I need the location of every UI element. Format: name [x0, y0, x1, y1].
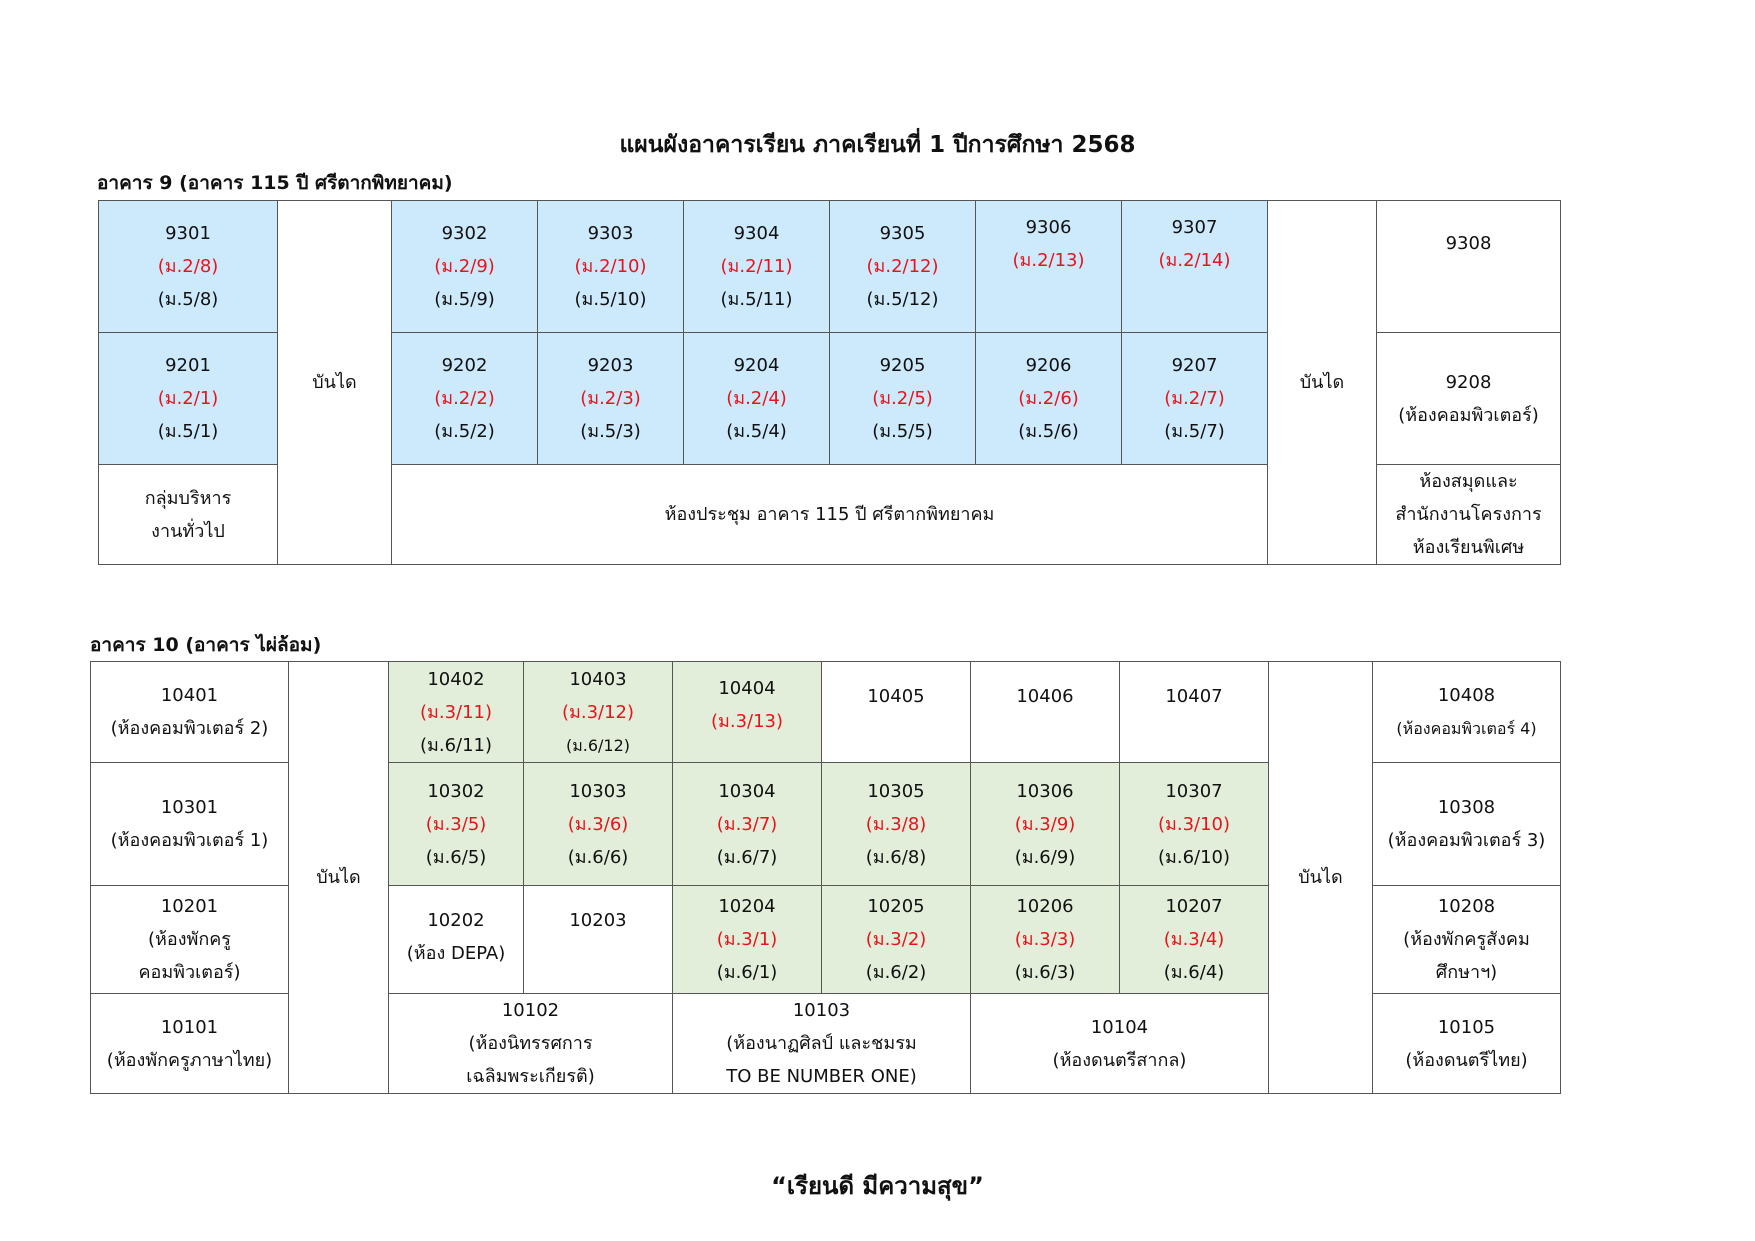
room-10203: 10203 — [524, 886, 673, 994]
room-9308: 9308 — [1377, 201, 1561, 333]
room-10102: 10102 (ห้องนิทรรศการ เฉลิมพระเกียรติ) — [389, 994, 673, 1094]
room-9201: 9201 (ม.2/1) (ม.5/1) — [99, 333, 278, 465]
room-10207: 10207 (ม.3/4) (ม.6/4) — [1120, 886, 1269, 994]
room-9305: 9305 (ม.2/12) (ม.5/12) — [830, 201, 976, 333]
room-10304: 10304 (ม.3/7) (ม.6/7) — [673, 763, 822, 886]
room-10206: 10206 (ม.3/3) (ม.6/3) — [971, 886, 1120, 994]
room-10306: 10306 (ม.3/9) (ม.6/9) — [971, 763, 1120, 886]
room-9302: 9302 (ม.2/9) (ม.5/9) — [392, 201, 538, 333]
library-office: ห้องสมุดและ สำนักงานโครงการ ห้องเรียนพิเศษ — [1377, 465, 1561, 565]
room-10201: 10201 (ห้องพักครู คอมพิวเตอร์) — [91, 886, 289, 994]
room-10402: 10402 (ม.3/11) (ม.6/11) — [389, 662, 524, 763]
room-9304: 9304 (ม.2/11) (ม.5/11) — [684, 201, 830, 333]
room-10305: 10305 (ม.3/8) (ม.6/8) — [822, 763, 971, 886]
room-9306: 9306 (ม.2/13) — [976, 201, 1122, 333]
room-10208: 10208 (ห้องพักครูสังคม ศึกษาฯ) — [1373, 886, 1561, 994]
room-10405: 10405 — [822, 662, 971, 763]
room-10202: 10202 (ห้อง DEPA) — [389, 886, 524, 994]
room-10408: 10408 (ห้องคอมพิวเตอร์ 4) — [1373, 662, 1561, 763]
school-motto: “เรียนดี มีความสุข” — [771, 1172, 984, 1200]
room-10101: 10101 (ห้องพักครูภาษาไทย) — [91, 994, 289, 1094]
room-9301: 9301 (ม.2/8) (ม.5/8) — [99, 201, 278, 333]
room-10308: 10308 (ห้องคอมพิวเตอร์ 3) — [1373, 763, 1561, 886]
room-10301: 10301 (ห้องคอมพิวเตอร์ 1) — [91, 763, 289, 886]
room-10307: 10307 (ม.3/10) (ม.6/10) — [1120, 763, 1269, 886]
room-10303: 10303 (ม.3/6) (ม.6/6) — [524, 763, 673, 886]
room-10406: 10406 — [971, 662, 1120, 763]
room-10407: 10407 — [1120, 662, 1269, 763]
building-9-caption: อาคาร 9 (อาคาร 115 ปี ศรีตากพิทยาคม) — [97, 172, 453, 194]
room-10401: 10401 (ห้องคอมพิวเตอร์ 2) — [91, 662, 289, 763]
room-9207: 9207 (ม.2/7) (ม.5/7) — [1122, 333, 1268, 465]
room-10104: 10104 (ห้องดนตรีสากล) — [971, 994, 1269, 1094]
room-10103: 10103 (ห้องนาฏศิลป์ และชมรม TO BE NUMBER ONE) — [673, 994, 971, 1094]
room-9205: 9205 (ม.2/5) (ม.5/5) — [830, 333, 976, 465]
stairs-right: บันได — [1268, 201, 1377, 565]
room-9206: 9206 (ม.2/6) (ม.5/6) — [976, 333, 1122, 465]
room-10404: 10404 (ม.3/13) — [673, 662, 822, 763]
meeting-room: ห้องประชุม อาคาร 115 ปี ศรีตากพิทยาคม — [392, 465, 1268, 565]
page-title: แผนผังอาคารเรียน ภาคเรียนที่ 1 ปีการศึกษา 2568 — [619, 132, 1136, 158]
room-9208: 9208 (ห้องคอมพิวเตอร์) — [1377, 333, 1561, 465]
stairs-right: บันได — [1269, 662, 1373, 1094]
room-10205: 10205 (ม.3/2) (ม.6/2) — [822, 886, 971, 994]
room-10105: 10105 (ห้องดนตรีไทย) — [1373, 994, 1561, 1094]
room-10204: 10204 (ม.3/1) (ม.6/1) — [673, 886, 822, 994]
room-10403: 10403 (ม.3/12) (ม.6/12) — [524, 662, 673, 763]
building-10-plan — [90, 661, 1561, 1094]
room-9204: 9204 (ม.2/4) (ม.5/4) — [684, 333, 830, 465]
admin-office: กลุ่มบริหาร งานทั่วไป — [99, 465, 278, 565]
room-9202: 9202 (ม.2/2) (ม.5/2) — [392, 333, 538, 465]
stairs-left: บันได — [289, 662, 389, 1094]
room-10302: 10302 (ม.3/5) (ม.6/5) — [389, 763, 524, 886]
stairs-left: บันได — [278, 201, 392, 565]
building-10-caption: อาคาร 10 (อาคาร ไผ่ล้อม) — [90, 634, 322, 656]
room-9303: 9303 (ม.2/10) (ม.5/10) — [538, 201, 684, 333]
room-9203: 9203 (ม.2/3) (ม.5/3) — [538, 333, 684, 465]
building-9-plan — [98, 200, 1561, 565]
room-9307: 9307 (ม.2/14) — [1122, 201, 1268, 333]
